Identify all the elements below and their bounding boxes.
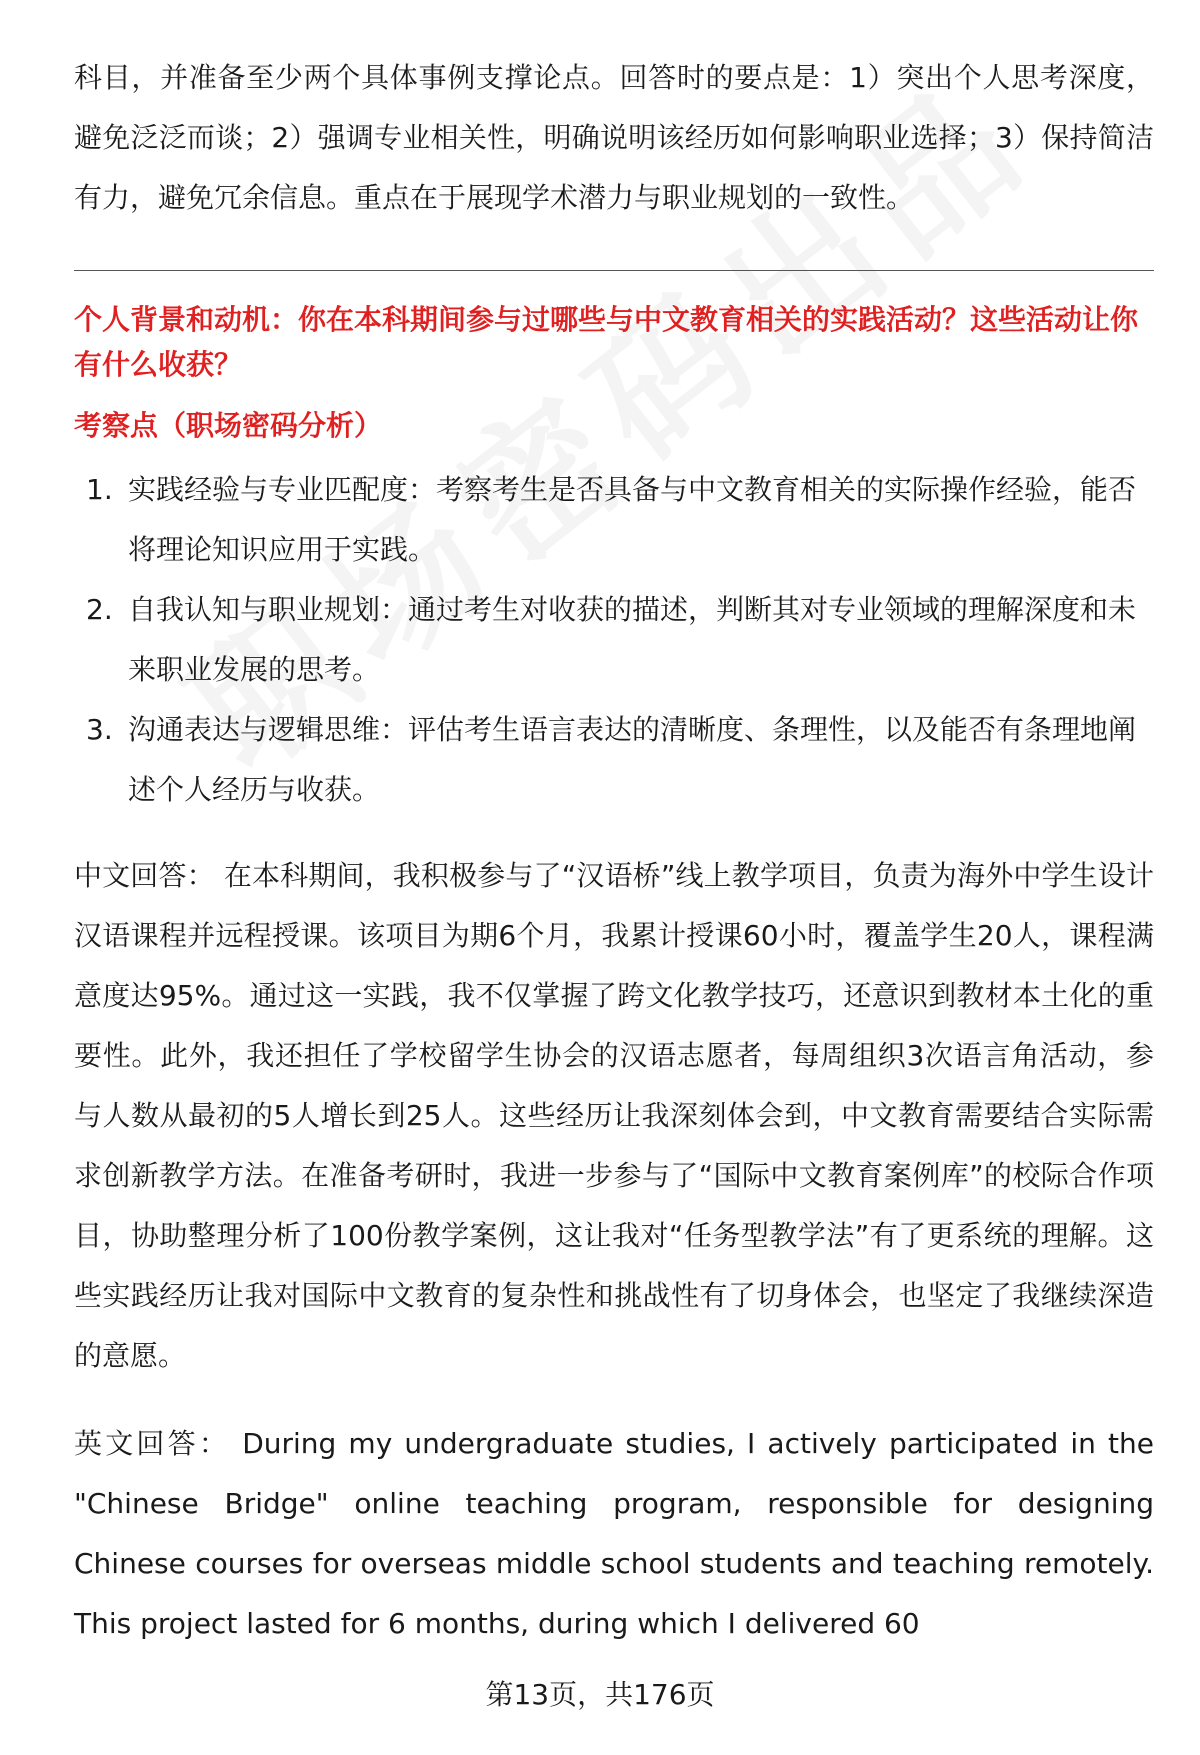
- page-footer: 第13页，共176页: [485, 1678, 715, 1711]
- page-content: [74, 48, 1154, 1654]
- question-heading: 个人背景和动机：你在本科期间参与过哪些与中文教育相关的实践活动？这些活动让你有什么收获？: [74, 303, 1139, 381]
- intro-paragraph: 科目，并准备至少两个具体事例支撑论点。回答时的要点是：1）突出个人思考深度，避免泛泛而谈；2）强调专业相关性，明确说明该经历如何影响职业选择；3）保持简洁有力，避免冗余信息。重点在于展现学术潜力与职业规划的一致性。: [74, 61, 1154, 214]
- list-item: [74, 580, 1154, 700]
- list-item-number: 3.: [86, 713, 113, 746]
- analysis-heading: 考察点（职场密码分析）: [74, 409, 383, 442]
- list-item-text: 沟通表达与逻辑思维：评估考生语言表达的清晰度、条理性，以及能否有条理地阐述个人经历与收获。: [128, 713, 1137, 806]
- english-answer: 英文回答： During my undergraduate studies, I actively participated in the "Chinese Bridge" online teaching program, responsible for designing Chinese courses for overseas middle school students and teaching remotely. This project lasted for 6 months, during which I delivered 60: [74, 1427, 1154, 1640]
- list-item: [74, 460, 1154, 580]
- list-item-number: 1.: [86, 473, 113, 506]
- section-divider: [74, 270, 1154, 271]
- list-item-text: 自我认知与职业规划：通过考生对收获的描述，判断其对专业领域的理解深度和未来职业发展的思考。: [128, 593, 1137, 686]
- chinese-answer: 中文回答： 在本科期间，我积极参与了“汉语桥”线上教学项目，负责为海外中学生设计汉语课程并远程授课。该项目为期6个月，我累计授课60小时，覆盖学生20人，课程满意度达95%。通过这一实践，我不仅掌握了跨文化教学技巧，还意识到教材本土化的重要性。此外，我还担任了学校留学生协会的汉语志愿者，每周组织3次语言角活动，参与人数从最初的5人增长到25人。这些经历让我深刻体会到，中文教育需要结合实际需求创新教学方法。在准备考研时，我进一步参与了“国际中文教育案例库”的校际合作项目，协助整理分析了100份教学案例，这让我对“任务型教学法”有了更系统的理解。这些实践经历让我对国际中文教育的复杂性和挑战性有了切身体会，也坚定了我继续深造的意愿。: [74, 859, 1154, 1372]
- list-item: [74, 700, 1154, 820]
- analysis-points-list: [74, 460, 1154, 820]
- list-item-text: 实践经验与专业匹配度：考察考生是否具备与中文教育相关的实际操作经验，能否将理论知识应用于实践。: [128, 473, 1137, 566]
- list-item-number: 2.: [86, 593, 113, 626]
